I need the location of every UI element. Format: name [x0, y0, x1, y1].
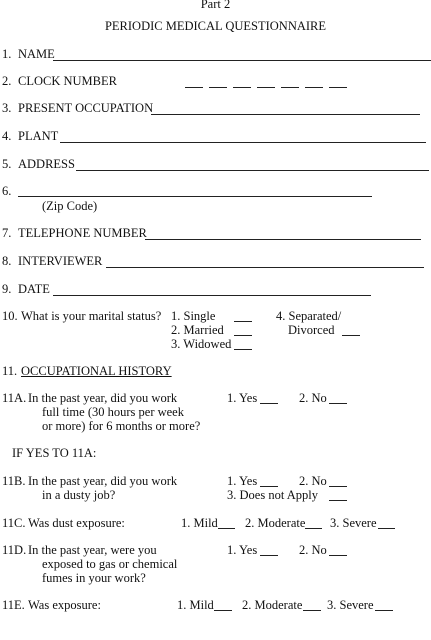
- date-field[interactable]: [53, 295, 371, 296]
- q11b-line1: In the past year, did you work: [28, 474, 178, 488]
- q11e-mild-label: 1. Mild: [177, 598, 214, 612]
- part-label: Part 2: [200, 0, 231, 11]
- widowed-checkbox[interactable]: [234, 349, 252, 350]
- address-field[interactable]: [76, 170, 429, 171]
- clock-digit-6[interactable]: [305, 87, 323, 88]
- zip-field[interactable]: [18, 196, 372, 197]
- clock-digit-7[interactable]: [329, 87, 347, 88]
- q11c-severe-label: 3. Severe: [330, 516, 377, 530]
- q11a-number: 11A.: [2, 391, 27, 405]
- q11e-mild-checkbox[interactable]: [214, 610, 232, 611]
- q7-number: 7.: [2, 226, 12, 240]
- clock-digit-4[interactable]: [257, 87, 275, 88]
- q11b-na-checkbox[interactable]: [329, 500, 347, 501]
- q11a-no-checkbox[interactable]: [329, 403, 347, 404]
- clock-digit-5[interactable]: [281, 87, 299, 88]
- marital-option-separated: 4. Separated/: [276, 309, 342, 323]
- q11c-mild-label: 1. Mild: [181, 516, 218, 530]
- q11a-yes-label: 1. Yes: [227, 391, 258, 405]
- plant-field[interactable]: [60, 142, 426, 143]
- form-title: PERIODIC MEDICAL QUESTIONNAIRE: [104, 19, 327, 33]
- q11-number: 11.: [2, 364, 18, 378]
- q3-number: 3.: [2, 101, 12, 115]
- marital-option-divorced: Divorced: [288, 323, 335, 337]
- q6-number: 6.: [2, 184, 12, 198]
- interviewer-field[interactable]: [106, 267, 424, 268]
- q2-label: CLOCK NUMBER: [18, 74, 117, 88]
- q11e-moderate-label: 2. Moderate: [242, 598, 303, 612]
- q2-number: 2.: [2, 74, 12, 88]
- q11c-mild-checkbox[interactable]: [218, 528, 235, 529]
- q11d-no-checkbox[interactable]: [329, 555, 347, 556]
- marital-option-single: 1. Single: [171, 309, 216, 323]
- q10-label: What is your marital status?: [21, 309, 162, 323]
- q9-label: DATE: [18, 282, 50, 296]
- q11b-yes-checkbox[interactable]: [260, 486, 278, 487]
- q11a-line2: full time (30 hours per week: [42, 405, 184, 419]
- q11a-line3: or more) for 6 months or more?: [42, 419, 201, 433]
- single-checkbox[interactable]: [234, 321, 252, 322]
- q9-number: 9.: [2, 282, 12, 296]
- q4-label: PLANT: [18, 129, 59, 143]
- separated-divorced-checkbox[interactable]: [342, 335, 360, 336]
- if-yes-instruction: IF YES TO 11A:: [12, 446, 97, 460]
- q5-label: ADDRESS: [18, 157, 75, 171]
- q11e-label: Was exposure:: [28, 598, 101, 612]
- q11d-yes-checkbox[interactable]: [260, 555, 278, 556]
- q10-number: 10.: [2, 309, 18, 323]
- q8-label: INTERVIEWER: [18, 254, 103, 268]
- q11d-line1: In the past year, were you: [28, 543, 157, 557]
- q11a-line1: In the past year, did you work: [28, 391, 178, 405]
- q11e-severe-label: 3. Severe: [327, 598, 374, 612]
- q1-label: NAME: [18, 47, 55, 61]
- name-field[interactable]: [53, 60, 431, 61]
- q11e-severe-checkbox[interactable]: [375, 610, 393, 611]
- q11b-na-label: 3. Does not Apply: [227, 488, 318, 502]
- telephone-field[interactable]: [145, 239, 421, 240]
- marital-option-widowed: 3. Widowed: [171, 337, 232, 351]
- q11e-number: 11E.: [2, 598, 25, 612]
- q11a-yes-checkbox[interactable]: [260, 403, 278, 404]
- q11e-moderate-checkbox[interactable]: [303, 610, 321, 611]
- q5-number: 5.: [2, 157, 12, 171]
- occupation-field[interactable]: [151, 114, 420, 115]
- q11b-yes-label: 1. Yes: [227, 474, 258, 488]
- q11c-moderate-label: 2. Moderate: [245, 516, 306, 530]
- q4-number: 4.: [2, 129, 12, 143]
- q11d-line2: exposed to gas or chemical: [42, 557, 178, 571]
- q3-label: PRESENT OCCUPATION: [18, 101, 154, 115]
- zip-code-label: (Zip Code): [42, 199, 98, 213]
- q11d-yes-label: 1. Yes: [227, 543, 258, 557]
- q11a-no-label: 2. No: [299, 391, 327, 405]
- marital-option-married: 2. Married: [171, 323, 224, 337]
- q11b-no-checkbox[interactable]: [329, 486, 347, 487]
- q11b-no-label: 2. No: [299, 474, 327, 488]
- q11d-line3: fumes in your work?: [42, 571, 146, 585]
- q11b-number: 11B.: [2, 474, 26, 488]
- clock-digit-3[interactable]: [233, 87, 251, 88]
- q11c-moderate-checkbox[interactable]: [305, 528, 322, 529]
- q1-number: 1.: [2, 47, 12, 61]
- q11c-severe-checkbox[interactable]: [378, 528, 395, 529]
- q11d-number: 11D.: [2, 543, 27, 557]
- married-checkbox[interactable]: [234, 335, 252, 336]
- q8-number: 8.: [2, 254, 12, 268]
- clock-digit-1[interactable]: [185, 87, 203, 88]
- q7-label: TELEPHONE NUMBER: [18, 226, 147, 240]
- section-heading: OCCUPATIONAL HISTORY: [21, 364, 172, 378]
- q11c-label: Was dust exposure:: [28, 516, 125, 530]
- q11d-no-label: 2. No: [299, 543, 327, 557]
- q11b-line2: in a dusty job?: [42, 488, 116, 502]
- q11c-number: 11C.: [2, 516, 26, 530]
- clock-digit-2[interactable]: [209, 87, 227, 88]
